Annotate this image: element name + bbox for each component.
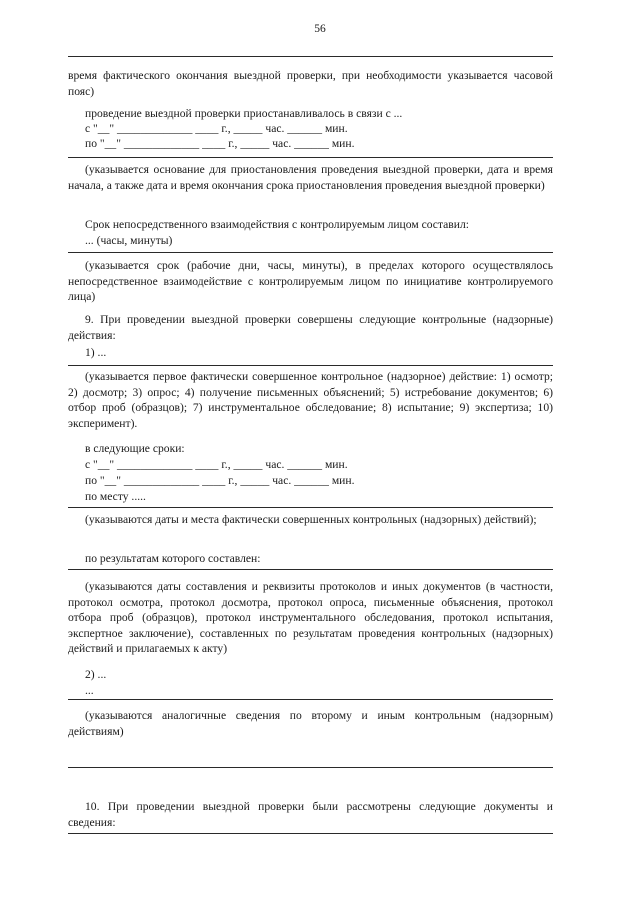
form-field-line [68,365,553,366]
action-list-note: (указывается первое фактически совершенное контрольное (надзорное) действие: 1) осмотр; 2) досмотр; 3) опрос; 4) получение письменных объяснений; 5) истребование документов; 6) отбор проб (образцов); 7) инструментальное обследование; 8) испытание; 9) экспертиза; 10) эксперимент). [68,370,553,430]
suspension-to: по "__" _____________ ____ г., _____ час. ______ мин. [85,137,355,150]
result-label: по результатам которого составлен: [85,552,261,565]
similar-actions-note: (указываются аналогичные сведения по второму и иным контрольным (надзорным) действиям) [68,709,553,738]
form-field-line [68,569,553,570]
interaction-period-value: ... (часы, минуты) [85,234,173,247]
terms-label: в следующие сроки: [85,442,185,455]
suspension-note: (указывается основание для приостановления проведения выездной проверки, дата и время начала, а также дата и время окончания срока приостановления проведения выездной проверки) [68,163,553,192]
form-field-line [68,56,553,57]
form-field-line [68,157,553,158]
action-item-2: 2) ... [85,668,107,681]
section-9-heading: 9. При проведении выездной проверки совершены следующие контрольные (надзорные) действия: [68,313,553,342]
section-10-heading: 10. При проведении выездной проверки были рассмотрены следующие документы и сведения: [68,800,553,829]
page-number: 56 [314,23,326,35]
dates-places-note: (указываются даты и места фактически совершенных контрольных (надзорных) действий); [85,513,537,526]
terms-from: с "__" _____________ ____ г., _____ час. ______ мин. [85,458,348,471]
suspension-reason: проведение выездной проверки приостанавливалось в связи с ... [85,107,403,120]
continuation-dots: ... [85,684,94,697]
form-field-line [68,833,553,834]
form-field-line [68,507,553,508]
form-field-line [68,767,553,768]
form-field-line [68,252,553,253]
interaction-note: (указывается срок (рабочие дни, часы, минуты), в пределах которого осуществлялось непосредственное взаимодействие с контролируемым лицом по инициативе контролируемого лица) [68,259,553,303]
interaction-period-label: Срок непосредственного взаимодействия с контролируемым лицом составил: [85,218,469,231]
action-item-1: 1) ... [85,346,107,359]
suspension-from: с "__" _____________ ____ г., _____ час. ______ мин. [85,122,348,135]
protocols-note: (указываются даты составления и реквизиты протоколов и иных документов (в частности, протокол осмотра, протокол досмотра, протокол опроса, письменные объяснения, протокол отбора проб (образцов), протокол инструментального обследования, протокол испытания, экспертное заключение), составленных по результатам проведения контрольных (надзорных) действий и прилагаемых к акту) [68,580,553,655]
terms-place: по месту ..... [85,490,146,503]
end-time-note: время фактического окончания выездной проверки, при необходимости указывается часовой пояс) [68,69,553,98]
form-field-line [68,699,553,700]
terms-to: по "__" _____________ ____ г., _____ час. ______ мин. [85,474,355,487]
